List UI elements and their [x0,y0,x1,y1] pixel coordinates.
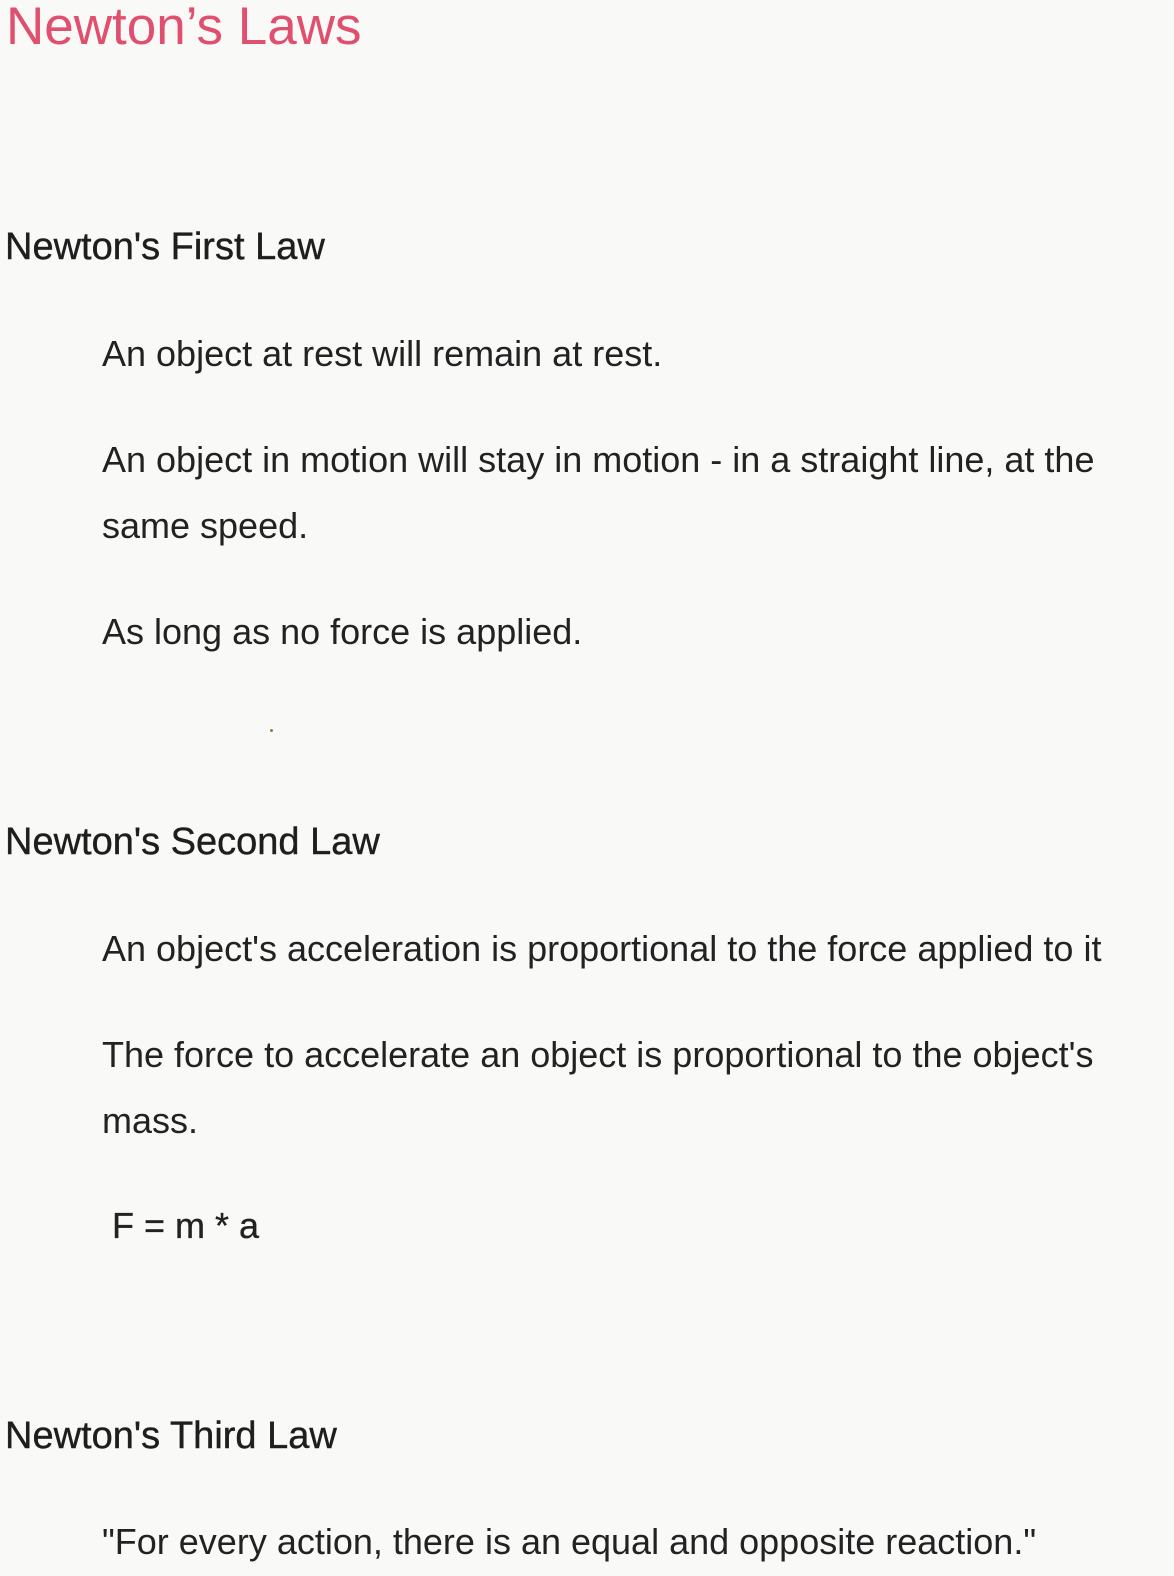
first-law-line: An object at rest will remain at rest. [102,333,663,374]
second-law-heading: Newton's Second Law [5,821,380,863]
first-law-line: same speed. [102,505,309,546]
third-law-quote: "For every action, there is an equal and opposite reaction." [102,1521,1037,1562]
first-law-line: An object in motion will stay in motion - in a straight line, at the [102,439,1095,480]
document-title: Newton’s Laws [6,0,362,56]
second-law-line: The force to accelerate an object is proportional to the object's [102,1034,1094,1075]
first-law-line: As long as no force is applied. [102,611,583,652]
second-law-line: An object's acceleration is proportional to the force applied to it [102,928,1102,969]
second-law-formula: F = m * a [112,1205,260,1246]
paper-speck [270,729,273,732]
third-law-heading: Newton's Third Law [5,1415,337,1457]
second-law-line: mass. [102,1100,199,1141]
first-law-heading: Newton's First Law [5,226,325,268]
